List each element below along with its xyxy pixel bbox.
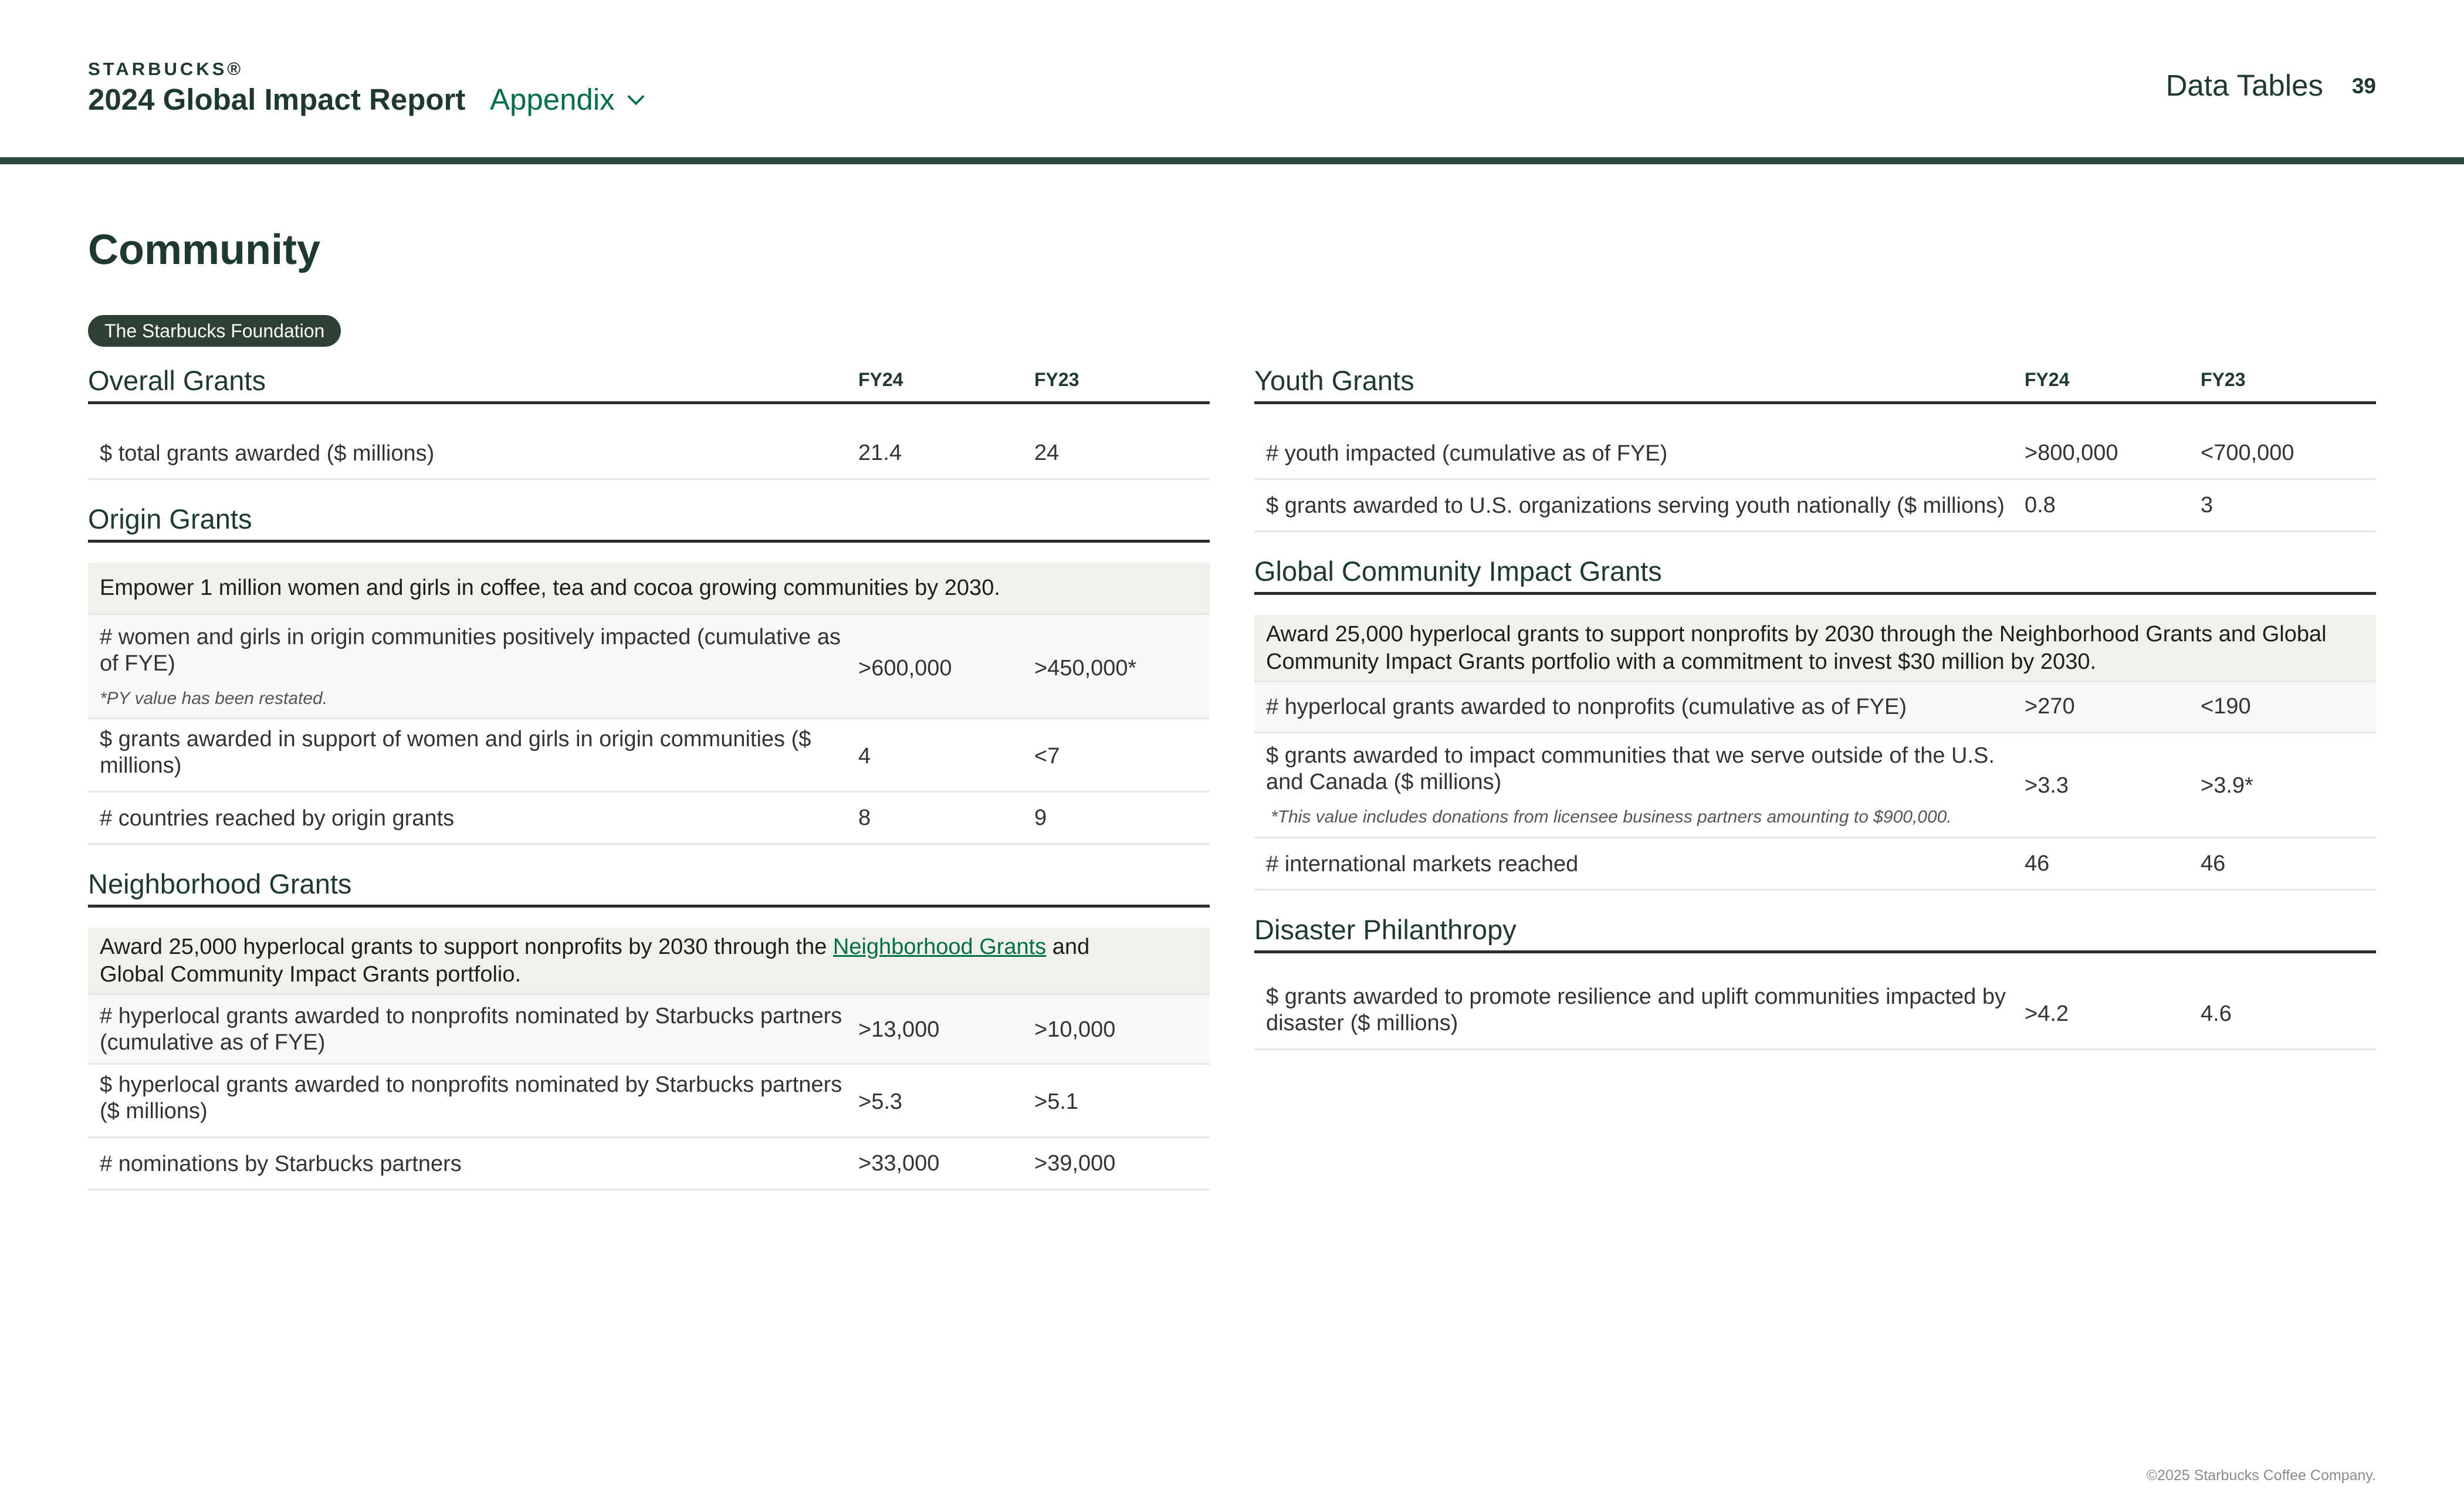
row-footnote: *This value includes donations from licensee business partners amounting to $900,000. [1271,807,1952,827]
table-row [88,793,1210,845]
fy23-value: 3 [2201,493,2213,517]
row-label: # women and girls in origin communities positively impacted (cumulative as of FYE) [100,625,841,676]
header-divider [0,157,2464,164]
overall-grants-header [88,363,1210,404]
neighborhood-grants-title: Neighborhood Grants [88,868,352,899]
table-row [1254,682,2376,733]
row-label: $ grants awarded to U.S. organizations serving youth nationally ($ millions) [1266,493,2005,518]
col-header-fy23: FY23 [2201,369,2246,390]
goal-text: Empower 1 million women and girls in coffee, tea and cocoa growing communities by 2030. [100,576,1000,600]
fy23-value: <7 [1034,744,1060,769]
table-row [88,428,1210,480]
global-grants-header [1254,553,2376,595]
row-label: $ grants awarded to promote resilience and uplift communities impacted by disaster ($ millions) [1266,984,2006,1035]
disaster-title: Disaster Philanthropy [1254,914,1517,945]
fy24-value: 46 [2025,851,2050,876]
fy23-value: <700,000 [2201,441,2294,465]
origin-grants-title: Origin Grants [88,503,252,534]
brand-wordmark: STARBUCKS® [88,59,244,79]
table-row [88,1065,1210,1138]
goal-text-suffix: and Global Community Impact Grants portfolio. [100,935,1090,987]
fy24-value: 0.8 [2025,493,2056,517]
origin-goal [88,563,1210,615]
fy23-value: >450,000* [1034,656,1137,681]
overall-grants-title: Overall Grants [88,365,266,396]
col-header-fy24: FY24 [858,369,903,390]
appendix-menu[interactable] [490,82,648,117]
fy23-value: >10,000 [1034,1017,1116,1042]
global-grants-title: Global Community Impact Grants [1254,556,1662,587]
page-number: 39 [2351,74,2376,98]
fy23-value: 4.6 [2201,1001,2232,1026]
row-label: $ grants awarded to impact communities that we serve outside of the U.S. and Canada ($ millions) [1266,743,1995,794]
table-row [88,1138,1210,1190]
row-label: # hyperlocal grants awarded to nonprofits nominated by Starbucks partners (cumulative as of FYE) [100,1004,842,1055]
fy24-value: 4 [858,744,871,769]
page-title: Community [88,226,320,273]
col-header-fy23: FY23 [1034,369,1079,390]
report-title: 2024 Global Impact Report [88,83,466,116]
neighborhood-goal [88,928,1210,995]
section-label: Data Tables [2165,69,2323,102]
fy23-value: 9 [1034,805,1047,830]
fy23-value: >39,000 [1034,1151,1116,1176]
foundation-badge: The Starbucks Foundation [88,315,341,347]
fy24-value: >33,000 [858,1151,940,1176]
fy24-value: 8 [858,805,871,830]
table-row [88,615,1210,719]
global-goal [1254,615,2376,682]
row-label: # international markets reached [1266,852,1579,876]
goal-text: Award 25,000 hyperlocal grants to support nonprofits by 2030 through the Neighborhood Grants and Global Community Impact Grants portfolio with a commitment to invest $30 million by 2030. [1266,622,2327,674]
table-row [1254,733,2376,838]
fy24-value: >4.2 [2025,1001,2069,1026]
row-label: $ total grants awarded ($ millions) [100,441,435,466]
youth-grants-title: Youth Grants [1254,365,1414,396]
row-label: $ grants awarded in support of women and girls in origin communities ($ millions) [100,727,811,778]
table-row [1254,977,2376,1050]
row-footnote: *PY value has been restated. [100,689,328,708]
col-header-fy24: FY24 [2025,369,2070,390]
row-label: # hyperlocal grants awarded to nonprofits (cumulative as of FYE) [1266,695,1907,719]
neighborhood-grants-link[interactable]: Neighborhood Grants [832,935,1047,959]
table-row [88,995,1210,1065]
fy23-value: <190 [2201,694,2251,719]
row-label: # youth impacted (cumulative as of FYE) [1266,441,1668,466]
fy24-value: >5.3 [858,1089,903,1114]
goal-text [100,933,1092,989]
row-label: # countries reached by origin grants [100,806,455,831]
fy23-value: >5.1 [1034,1089,1079,1114]
fy24-value: >3.3 [2025,773,2069,798]
fy24-value: >270 [2025,694,2075,719]
neighborhood-grants-header [88,866,1210,908]
copyright: ©2025 Starbucks Coffee Company. [2146,1467,2376,1484]
appendix-label: Appendix [490,83,615,116]
fy23-value: >3.9* [2201,773,2253,798]
disaster-header [1254,912,2376,953]
origin-grants-header [88,501,1210,543]
table-row [1254,480,2376,532]
fy24-value: 21.4 [858,441,902,465]
row-label: # nominations by Starbucks partners [100,1152,462,1176]
fy24-value: >800,000 [2025,441,2118,465]
fy23-value: 24 [1034,441,1060,465]
table-row [1254,838,2376,891]
fy23-value: 46 [2201,851,2226,876]
fy24-value: >600,000 [858,656,952,681]
fy24-value: >13,000 [858,1017,940,1042]
table-row [88,719,1210,793]
table-row [1254,428,2376,480]
chevron-down-icon [624,88,648,111]
left-column [88,363,1210,1190]
youth-grants-header [1254,363,2376,404]
right-column [1254,363,2376,1050]
row-label: $ hyperlocal grants awarded to nonprofits nominated by Starbucks partners ($ millions) [100,1072,842,1123]
goal-text-prefix: Award 25,000 hyperlocal grants to support nonprofits by 2030 through the [100,935,833,959]
